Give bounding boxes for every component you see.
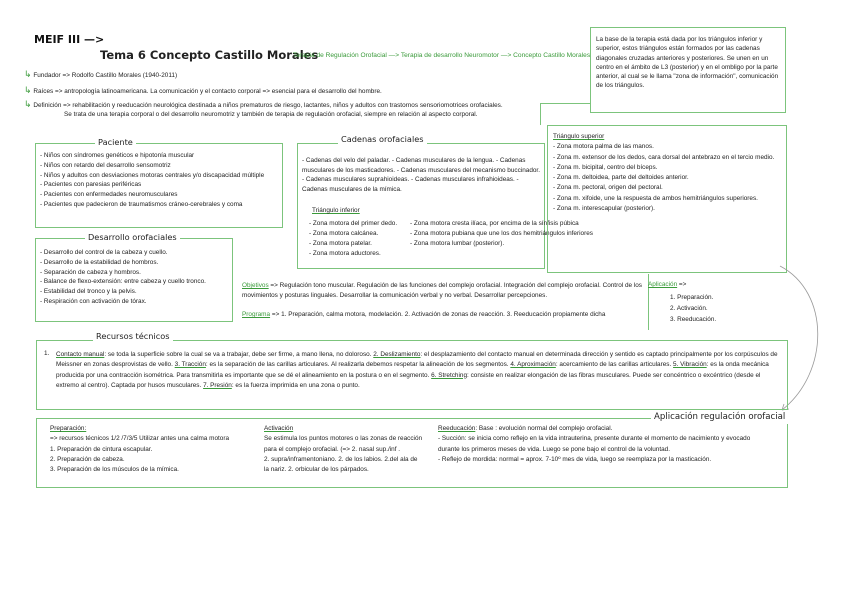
recurso-desc: : es la onda mecánica producida por una contracción isométrica. Para transmitirla es importante que se dé el alineamiento en la postura o en el segmento. — [56, 361, 769, 379]
triangles-base-text: La base de la terapia está dada por los triángulos inferior y superior, estos triángulos están formados por las cadenas diagonales cruzadas anteriores y posteriores. Se unen en un centro en el ámbito de L3 (posterior) y en el ombligo por la parte anterior, al cual se le llama "zona de información", comunicación de los triángulos. — [596, 36, 779, 90]
list-item: Se estimula los puntos motores o las zonas de reacción — [264, 435, 423, 443]
recursos-num: 1. — [44, 350, 50, 357]
recurso-desc: : consiste en realizar elongación de las fibras musculares. Puede ser concéntrico o excéntrico (desde el extremo al centro). Captada por husos musculares. — [56, 371, 761, 389]
programa-block — [242, 311, 642, 320]
list-item: - Zona motora lumbar (posterior). — [410, 239, 505, 247]
programa-text: => 1. Preparación, calma motora, modelación. 2. Activación de zonas de reacción. 3. Reeducación propiamente dicha — [271, 311, 606, 318]
recurso-desc: : es la fuerza imprimida en una zona o punto. — [231, 381, 360, 389]
list-item: - Pacientes con paresias periféricas — [40, 181, 142, 189]
list-item: - Zona motora del primer dedo. — [309, 220, 398, 227]
definition-line — [24, 98, 503, 111]
roots-text: Raíces => antropología latinoamericana. La comunicación y el contacto corporal => esencial para el desarrollo del hombre. — [33, 88, 382, 95]
list-item: - Respiración con activación de tórax. — [40, 298, 147, 306]
recurso-term: 5. Vibración — [673, 361, 707, 369]
list-item: 3. Preparación de los músculos de la mímica. — [50, 466, 179, 473]
recurso-term: 6. Stretching — [431, 371, 468, 379]
desarrollo-box — [35, 238, 233, 322]
page-title: Tema 6 Concepto Castillo Morales — [100, 48, 319, 62]
connector-line — [540, 103, 590, 104]
objetivos-block — [242, 281, 642, 300]
reeducacion-title: Reeducación — [438, 425, 476, 432]
list-item: - Balance de flexo-extensión: entre cabeza y cuello tronco. — [40, 278, 206, 286]
reeducacion-heading — [438, 424, 750, 434]
objetivos-text: => Regulación tono muscular. Regulación de las funciones del complejo orofacial. Integración del complejo orofacial. Control de los movimientos y posturas linguales. Desarrollar la comunicación verbal y no verbal. Desarrollar percepciones. — [242, 282, 643, 299]
list-item: 3. Reeducación. — [670, 316, 717, 324]
paciente-box — [35, 143, 283, 228]
aplicacion-list — [670, 292, 716, 326]
list-item: - Niños y adultos con desviaciones motoras centrales y/o discapacidad múltiple — [40, 171, 265, 179]
arrow-icon: ↳ — [24, 69, 32, 79]
list-item: - Zona m. interescapular (posterior). — [553, 204, 655, 212]
list-item: - Pacientes con enfermedades neuromusculares — [40, 191, 178, 199]
arrow-icon: ↳ — [24, 85, 32, 95]
list-item: 1. Preparación de cintura escapular. — [50, 445, 153, 453]
definition-detail: Se trata de una terapia corporal o del desarrollo neuromotriz y también de terapia de regulación orofacial, siempre en relación al aspecto corporal. — [64, 111, 478, 118]
desarrollo-heading: Desarrollo orofaciales — [85, 232, 180, 243]
aplicacion-label: Aplicación — [648, 281, 678, 288]
list-item: durante los primeros meses de vida. Luego se pone bajo el control de la voluntad. — [438, 445, 670, 453]
triangulo-inferior-left — [309, 219, 397, 259]
recurso-term: 7. Presión — [203, 381, 232, 389]
list-item: - Zona m. deltoidea, parte del deltoides anterior. — [553, 174, 689, 181]
recurso-desc: : acercamiento de las carillas articulares. — [555, 361, 672, 369]
list-item: 2. Activación. — [670, 305, 708, 313]
activacion-block — [264, 424, 422, 475]
list-item: - Reflejo de mordida: normal = aprox. 7-10º mes de vida, luego se reemplaza por la masticación. — [438, 455, 712, 463]
list-item: - Zona m. xifoide, une la respuesta de ambos hemitriángulos superiores. — [553, 194, 758, 202]
aplicacion-suffix: => — [678, 281, 687, 288]
list-item: 1. Preparación. — [670, 294, 714, 301]
list-item: - Zona motora palma de las manos. — [553, 143, 654, 151]
list-item: - Zona m. bicipital, centro del bíceps. — [553, 163, 658, 171]
triangulo-superior-title: Triángulo superior — [553, 133, 605, 140]
list-item: la nariz. 2. orbicular de los párpados. — [264, 466, 369, 473]
definition-text: Definición => rehabilitación y reeducación neurológica destinada a niños prematuros de riesgo, lactantes, niños y adultos con trastornos sensoriomotrices orofaciales. — [33, 102, 503, 109]
list-item: - Zona motora pubiana que une los dos hemitriángulos inferiores — [410, 229, 593, 237]
preparacion-block — [50, 424, 229, 475]
list-item: - Succión: se inicia como reflejo en la vida intrauterina, presente durante el momento de nacimiento y evocado — [438, 435, 751, 443]
list-item: - Zona m. extensor de los dedos, cara dorsal del antebrazo en el tercio medio. — [553, 153, 775, 161]
arrow-icon: ↳ — [24, 99, 32, 109]
list-item: - Desarrollo de la estabilidad de hombros. — [40, 258, 159, 266]
founder-line — [24, 68, 177, 81]
preparacion-title: Preparación: — [50, 425, 87, 432]
paciente-heading: Paciente — [95, 137, 136, 148]
list-item: - Zona m. pectoral, origen del pectoral. — [553, 184, 663, 192]
recurso-term: 2. Deslizamiento — [373, 351, 421, 358]
founder-text: Fundador => Rodolfo Castillo Morales (1940-2011) — [33, 72, 178, 79]
triangulo-superior-box — [547, 125, 787, 273]
course-title: MEIF III —> — [34, 33, 105, 46]
roots-line — [24, 84, 382, 97]
therapy-path: Terapia de Regulación Orofacial —> Terapia de desarrollo Neuromotor —> Concepto Castillo Morales — [293, 52, 591, 59]
recursos-text — [56, 350, 780, 391]
reeducacion-block — [438, 424, 750, 465]
triangulo-inferior-title: Triángulo inferior — [312, 207, 360, 214]
recurso-desc: : es la separación de las carillas articulares. Al realizarla debemos respetar la alineación de los segmentos. — [205, 361, 509, 369]
recurso-term: 3. Tracción — [174, 361, 206, 369]
list-item: => recursos técnicos 1/2 /7/3/5 Utilizar antes una calma motora — [50, 435, 230, 443]
list-item: - Desarrollo del control de la cabeza y cuello. — [40, 249, 168, 256]
recurso-term: 4. Aproximación — [510, 361, 556, 369]
triangles-base-box — [590, 27, 786, 113]
list-item: - Pacientes que padecieron de traumatismos cráneo-cerebrales y coma — [40, 201, 243, 209]
programa-label: Programa — [242, 311, 271, 318]
recurso-desc: : se toda la superficie sobre la cual se va a trabajar, debe ser firme, a mano llena, no doloroso. — [104, 351, 372, 358]
aplic-reg-heading: Aplicación regulación orofacial — [651, 412, 788, 424]
list-item: - Zona motora calcánea. — [309, 229, 379, 237]
list-item: - Estabilidad del tronco y la pelvis. — [40, 288, 137, 296]
list-item: - Niños con síndromes genéticos e hipotonía muscular — [40, 152, 195, 159]
cadenas-text: - Cadenas del velo del paladar. - Cadenas musculares de la lengua. - Cadenas musculares de los masticadores. - Cadenas musculares del mecanismo buccinador. - Cadenas musculares suprahioideas. - Cadenas musculares infrahioideas. - Cadenas musculares de la mímica. — [302, 157, 540, 193]
list-item: - Zona motora patelar. — [309, 239, 372, 247]
list-item: - Zona motora cresta ilíaca, por encima de la sínfisis púbica — [410, 220, 579, 227]
list-item: - Separación de cabeza y hombros. — [40, 268, 141, 276]
activacion-title: Activación — [264, 425, 294, 432]
recurso-term: Contacto manual — [56, 351, 105, 358]
recursos-heading: Recursos técnicos — [93, 331, 173, 342]
list-item: - Niños con retardo del desarrollo sensomotriz — [40, 161, 171, 169]
connector-line — [540, 103, 541, 125]
paciente-list — [40, 152, 278, 210]
objetivos-label: Objetivos — [242, 282, 269, 289]
list-item: - Zona motora aductores. — [309, 249, 381, 257]
cadenas-heading: Cadenas orofaciales — [338, 134, 427, 145]
desarrollo-list — [40, 249, 228, 307]
list-item: 2. supra/inframentoniano. 2. de los labios. 2.del ala de — [264, 455, 418, 463]
list-item: para el complejo orofacial. (=> 2. nasal sup./inf . — [264, 445, 401, 453]
reeducacion-suffix: : Base : evolución normal del complejo orofacial. — [475, 425, 613, 432]
recurso-desc: : el desplazamiento del contacto manual en determinada dirección y sentido es captado principalmente por los corpúsculos de Meissner en zonas desprovistas de vello. — [56, 351, 778, 369]
aplicacion-block — [648, 281, 686, 290]
list-item: 2. Preparación de cabeza. — [50, 455, 125, 463]
